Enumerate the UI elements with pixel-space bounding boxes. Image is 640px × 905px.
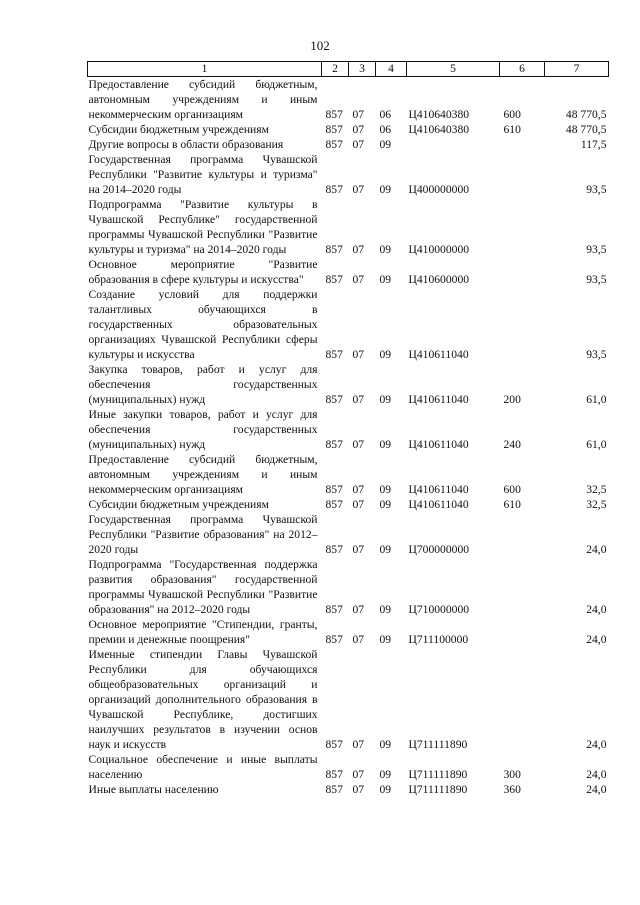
row-amount: 117,5 — [580, 138, 607, 151]
row-name: Государственная программа Чувашской Республики "Развитие образования" на 2012–2020 годы — [88, 513, 318, 556]
row-col-2: 857 — [325, 183, 343, 196]
table-row — [88, 362, 609, 407]
row-target-code: Ц410600000 — [408, 273, 470, 286]
row-col-3: 07 — [352, 768, 365, 781]
table-row — [88, 137, 609, 152]
row-col-4: 09 — [379, 738, 392, 751]
row-col-4: 09 — [379, 348, 392, 361]
row-name: Создание условий для поддержки талантливых обучающихся в государственных образовательных организациях Чувашской Республики сферы культуры и искусства — [88, 288, 318, 361]
row-col-4: 09 — [379, 603, 392, 616]
row-amount: 61,0 — [586, 393, 607, 406]
row-col-4: 09 — [379, 633, 392, 646]
table-row — [88, 617, 609, 647]
row-col-3: 07 — [352, 738, 365, 751]
row-name: Социальное обеспечение и иные выплаты населению — [88, 753, 318, 781]
row-target-code: Ц410640380 — [408, 108, 470, 121]
row-amount: 48 770,5 — [565, 123, 607, 136]
row-col-2: 857 — [325, 603, 343, 616]
row-col-2: 857 — [325, 108, 343, 121]
table-row — [88, 752, 609, 782]
row-col-2: 857 — [325, 738, 343, 751]
row-amount: 24,0 — [586, 783, 607, 796]
row-col-2: 857 — [325, 438, 343, 451]
header-col-2: 2 — [322, 62, 349, 77]
row-expense-type — [500, 647, 545, 752]
row-name: Подпрограмма "Развитие культуры в Чувашской Республике" государственной программы Чувашской Республики "Развитие культуры и туризма" на 2014–2020 годы — [88, 198, 318, 256]
row-name: Предоставление субсидий бюджетным, автономным учреждениям и иным некоммерческим организациям — [88, 453, 318, 496]
table-row — [88, 257, 609, 287]
row-name: Закупка товаров, работ и услуг для обеспечения государственных (муниципальных) нужд — [88, 363, 318, 406]
row-col-3: 07 — [352, 108, 365, 121]
row-expense-type — [500, 152, 545, 197]
row-amount: 93,5 — [586, 273, 607, 286]
row-col-4: 09 — [379, 543, 392, 556]
header-col-5: 5 — [407, 62, 500, 77]
row-expense-type — [500, 287, 545, 362]
row-amount: 93,5 — [586, 183, 607, 196]
table-row — [88, 647, 609, 752]
row-col-3: 07 — [352, 393, 365, 406]
row-col-2: 857 — [325, 543, 343, 556]
header-col-7: 7 — [545, 62, 609, 77]
row-col-4: 09 — [379, 768, 392, 781]
row-name: Субсидии бюджетным учреждениям — [88, 498, 269, 511]
row-col-4: 09 — [379, 498, 392, 511]
table-row — [88, 197, 609, 257]
row-col-4: 09 — [379, 138, 392, 151]
row-amount: 24,0 — [586, 633, 607, 646]
row-name: Предоставление субсидий бюджетным, автономным учреждениям и иным некоммерческим организациям — [88, 78, 318, 121]
row-expense-type: 360 — [503, 783, 521, 796]
table-row — [88, 452, 609, 497]
row-col-3: 07 — [352, 543, 365, 556]
row-name: Государственная программа Чувашской Республики "Развитие культуры и туризма" на 2014–2020 годы — [88, 153, 318, 196]
row-col-3: 07 — [352, 633, 365, 646]
row-col-3: 07 — [352, 498, 365, 511]
row-target-code: Ц700000000 — [408, 543, 470, 556]
row-expense-type: 600 — [503, 108, 521, 121]
row-expense-type — [500, 512, 545, 557]
row-expense-type: 240 — [503, 438, 521, 451]
row-target-code: Ц410000000 — [408, 243, 470, 256]
header-col-4: 4 — [376, 62, 407, 77]
table-row — [88, 557, 609, 617]
row-name: Основное мероприятие "Стипендии, гранты, премии и денежные поощрения" — [88, 618, 318, 646]
table-row — [88, 77, 609, 123]
row-name: Именные стипендии Главы Чувашской Республики для обучающихся общеобразовательных организаций и организаций дополнительного образования в Чувашской Республике, достигших наилучших результатов в изучении основ наук и искусств — [88, 648, 318, 751]
row-expense-type: 200 — [503, 393, 521, 406]
row-col-4: 09 — [379, 783, 392, 796]
row-col-3: 07 — [352, 243, 365, 256]
row-expense-type: 610 — [503, 498, 521, 511]
row-amount: 61,0 — [586, 438, 607, 451]
row-col-4: 09 — [379, 183, 392, 196]
row-amount: 93,5 — [586, 243, 607, 256]
row-amount: 24,0 — [586, 768, 607, 781]
row-col-4: 09 — [379, 483, 392, 496]
row-col-2: 857 — [325, 393, 343, 406]
row-col-2: 857 — [325, 273, 343, 286]
row-name: Основное мероприятие "Развитие образования в сфере культуры и искусства" — [88, 258, 318, 286]
table-row — [88, 287, 609, 362]
row-target-code: Ц710000000 — [408, 603, 470, 616]
row-target-code — [407, 137, 500, 152]
row-expense-type: 300 — [503, 768, 521, 781]
row-col-2: 857 — [325, 633, 343, 646]
row-amount: 93,5 — [586, 348, 607, 361]
row-col-3: 07 — [352, 138, 365, 151]
row-expense-type: 600 — [503, 483, 521, 496]
page-number: 102 — [310, 38, 330, 53]
row-expense-type — [500, 617, 545, 647]
row-expense-type — [500, 197, 545, 257]
row-col-2: 857 — [325, 498, 343, 511]
row-col-2: 857 — [325, 123, 343, 136]
row-col-3: 07 — [352, 483, 365, 496]
row-col-4: 06 — [379, 108, 392, 121]
row-target-code: Ц410611040 — [408, 393, 469, 406]
table-row — [88, 407, 609, 452]
row-col-4: 09 — [379, 243, 392, 256]
row-name: Другие вопросы в области образования — [88, 138, 284, 151]
row-col-3: 07 — [352, 603, 365, 616]
row-target-code: Ц410611040 — [408, 438, 469, 451]
row-col-3: 07 — [352, 183, 365, 196]
row-col-4: 06 — [379, 123, 392, 136]
row-expense-type — [500, 257, 545, 287]
table-row — [88, 497, 609, 512]
row-expense-type — [500, 137, 545, 152]
row-col-3: 07 — [352, 438, 365, 451]
row-target-code: Ц410611040 — [408, 348, 469, 361]
row-col-2: 857 — [325, 138, 343, 151]
header-col-1: 1 — [88, 62, 322, 77]
row-col-4: 09 — [379, 273, 392, 286]
table-row — [88, 782, 609, 797]
row-amount: 24,0 — [586, 543, 607, 556]
row-col-3: 07 — [352, 783, 365, 796]
table-body — [88, 77, 609, 798]
row-name: Иные закупки товаров, работ и услуг для обеспечения государственных (муниципальных) нужд — [88, 408, 318, 451]
row-col-4: 09 — [379, 393, 392, 406]
header-row — [88, 62, 609, 77]
row-target-code: Ц410611040 — [408, 498, 469, 511]
row-target-code: Ц400000000 — [408, 183, 470, 196]
row-col-2: 857 — [325, 768, 343, 781]
row-col-3: 07 — [352, 348, 365, 361]
row-target-code: Ц410611040 — [408, 483, 469, 496]
row-name: Подпрограмма "Государственная поддержка развития образования" государственной программы Чувашской Республики "Развитие образования" на 2012–2020 годы — [88, 558, 318, 616]
table-row — [88, 152, 609, 197]
row-amount: 32,5 — [586, 483, 607, 496]
header-col-6: 6 — [500, 62, 545, 77]
row-expense-type: 610 — [503, 123, 521, 136]
row-amount: 24,0 — [586, 738, 607, 751]
row-name: Иные выплаты населению — [88, 783, 219, 796]
row-col-2: 857 — [325, 783, 343, 796]
row-target-code: Ц711111890 — [408, 768, 468, 781]
row-col-3: 07 — [352, 273, 365, 286]
table-row — [88, 512, 609, 557]
row-amount: 24,0 — [586, 603, 607, 616]
row-col-4: 09 — [379, 438, 392, 451]
row-col-3: 07 — [352, 123, 365, 136]
budget-table — [87, 61, 609, 797]
row-target-code: Ц711111890 — [408, 783, 468, 796]
header-col-3: 3 — [349, 62, 376, 77]
row-amount: 48 770,5 — [565, 108, 607, 121]
row-target-code: Ц410640380 — [408, 123, 470, 136]
row-expense-type — [500, 557, 545, 617]
row-col-2: 857 — [325, 243, 343, 256]
table-row — [88, 122, 609, 137]
row-col-2: 857 — [325, 483, 343, 496]
row-amount: 32,5 — [586, 498, 607, 511]
row-name: Субсидии бюджетным учреждениям — [88, 123, 269, 136]
row-col-2: 857 — [325, 348, 343, 361]
row-target-code: Ц711111890 — [408, 738, 468, 751]
row-target-code: Ц711100000 — [408, 633, 469, 646]
